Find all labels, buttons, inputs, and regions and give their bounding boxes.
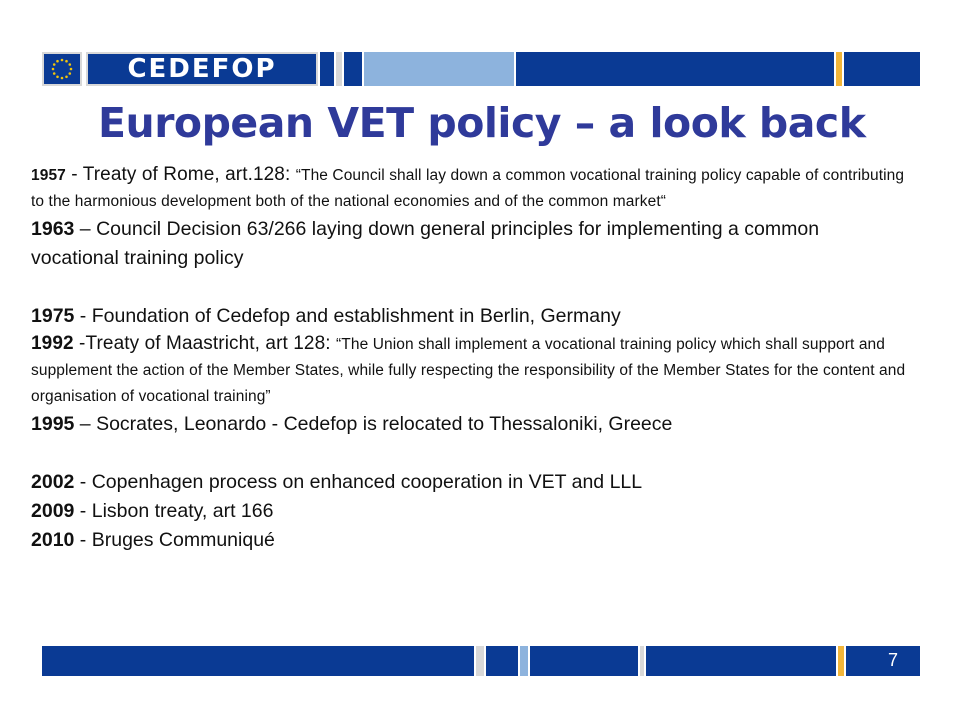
- footer-segment-navy-4: [646, 646, 836, 676]
- spacer: [31, 439, 911, 468]
- footer-segment-navy-3: [530, 646, 638, 676]
- footer-segment-navy-2: [486, 646, 518, 676]
- entry-year: 2002: [31, 471, 75, 493]
- timeline-entry-1975: [31, 302, 911, 331]
- header-segment-navy-2: [344, 52, 362, 86]
- footer-segment-navy-5: [846, 646, 920, 676]
- header-segment-navy-3: [516, 52, 834, 86]
- entry-lead: -Treaty of Maastricht, art 128:: [73, 333, 337, 354]
- timeline-entry-1992: [31, 331, 911, 410]
- entry-quote: “The Union shall implement a vocational training policy which shall support and supplement the action of the Member States, while fully respecting the responsibility of the Member States for the content and organisation of vocational training”: [31, 336, 906, 405]
- entry-year: 1957: [31, 167, 66, 184]
- footer-segment-gray-2: [640, 646, 644, 676]
- slide-title: European VET policy – a look back: [98, 99, 866, 147]
- header-segment-gold: [836, 52, 842, 86]
- eu-flag-icon: [42, 52, 82, 86]
- entry-text: - Lisbon treaty, art 166: [74, 500, 274, 522]
- timeline-entry-1957: [31, 162, 911, 215]
- timeline-entry-2010: [31, 526, 911, 555]
- entry-year: 1995: [31, 413, 75, 435]
- header-segment-navy-1: [320, 52, 334, 86]
- timeline-entry-2002: [31, 468, 911, 497]
- entry-year: 2010: [31, 529, 75, 551]
- entry-text: – Socrates, Leonardo - Cedefop is relocated to Thessaloniki, Greece: [74, 413, 673, 435]
- logo-text: CEDEFOP: [127, 54, 277, 84]
- timeline-entry-1995: [31, 410, 911, 439]
- footer-segment-gray-1: [476, 646, 484, 676]
- footer-segment-light-blue: [520, 646, 528, 676]
- entry-year: 1992: [31, 333, 74, 354]
- header-bar: [42, 52, 920, 86]
- timeline-entry-2009: [31, 497, 911, 526]
- entry-text: – Council Decision 63/266 laying down general principles for implementing a common vocational training policy: [31, 218, 820, 269]
- page-number: 7: [887, 650, 898, 670]
- entry-year: 2009: [31, 500, 75, 522]
- footer-bar: [42, 646, 920, 676]
- spacer: [31, 273, 911, 302]
- entry-lead: - Treaty of Rome, art.128:: [65, 164, 296, 185]
- entry-text: - Foundation of Cedefop and establishment in Berlin, Germany: [74, 305, 621, 327]
- header-segment-gray-1: [336, 52, 342, 86]
- entry-quote: “The Council shall lay down a common vocational training policy capable of contributing to the harmonious development both of the national economies and of the common market“: [31, 167, 905, 210]
- entry-year: 1963: [31, 218, 75, 240]
- footer-segment-navy-1: [42, 646, 474, 676]
- footer-segment-gold: [838, 646, 844, 676]
- timeline-entry-1963: [31, 215, 911, 273]
- entry-year: 1975: [31, 305, 75, 327]
- timeline: [31, 162, 911, 555]
- entry-text: - Copenhagen process on enhanced cooperation in VET and LLL: [74, 471, 643, 493]
- header-segment-light-blue: [364, 52, 514, 86]
- header-segment-navy-4: [844, 52, 920, 86]
- entry-text: - Bruges Communiqué: [74, 529, 275, 551]
- cedefop-logo: [86, 52, 318, 86]
